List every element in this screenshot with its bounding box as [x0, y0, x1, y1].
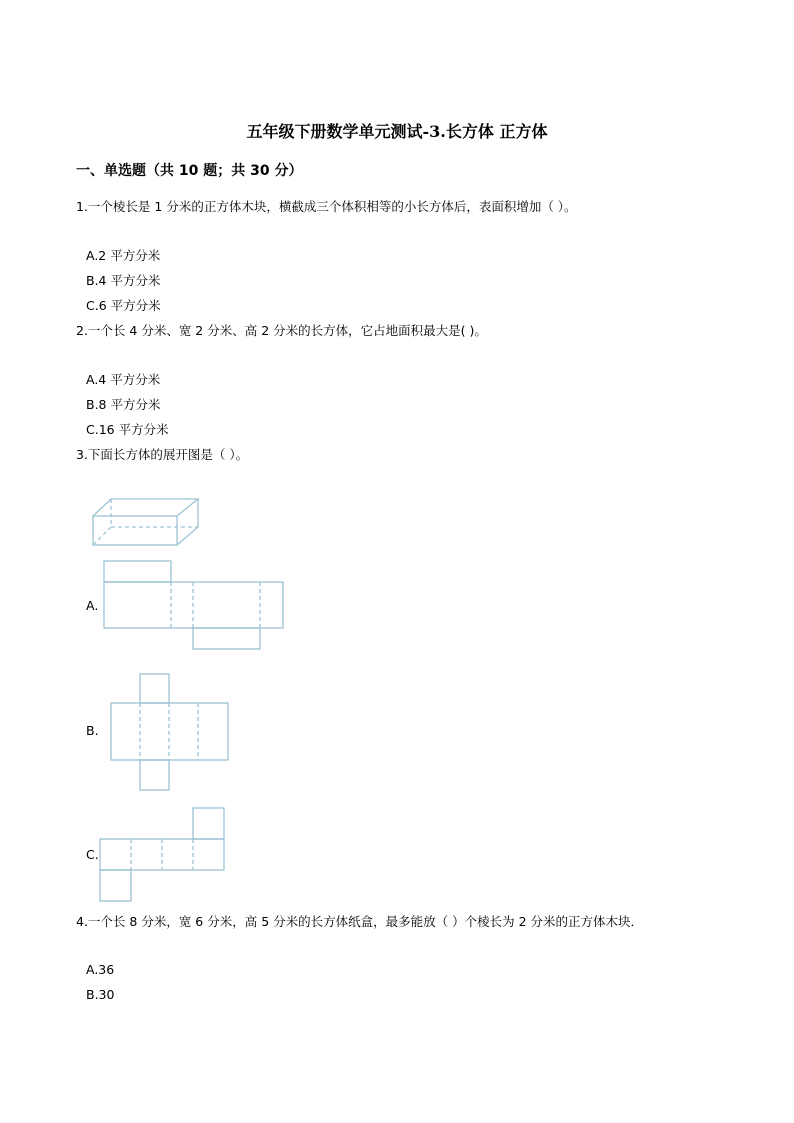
net-option-b[interactable]	[109, 672, 231, 794]
cuboid-hidden-edge	[93, 527, 111, 545]
cuboid-right-face	[177, 499, 198, 545]
net-a-bottom-flap	[193, 628, 260, 649]
page-title: 五年级下册数学单元测试-3.长方体 正方体	[246, 122, 548, 141]
question-1-text: 1.一个棱长是 1 分米的正方体木块，横截成三个体积相等的小长方体后，表面积增加（ ）。	[76, 199, 577, 214]
question-2-option-c[interactable]: C.16 平方分米	[86, 422, 169, 437]
question-2-option-b[interactable]: B.8 平方分米	[86, 397, 161, 412]
cuboid-top-face	[93, 499, 198, 516]
question-1-option-a[interactable]: A.2 平方分米	[86, 248, 161, 263]
question-2-option-a[interactable]: A.4 平方分米	[86, 372, 161, 387]
net-b-top-flap	[140, 674, 169, 703]
net-c-bottom-flap	[100, 870, 131, 901]
question-4-option-b[interactable]: B.30	[86, 987, 115, 1002]
cuboid-front-face	[93, 516, 177, 545]
net-a-top-flap	[104, 561, 171, 582]
question-4-option-a[interactable]: A.36	[86, 962, 115, 977]
question-1-option-c[interactable]: C.6 平方分米	[86, 298, 161, 313]
net-c-top-flap	[193, 808, 224, 839]
question-3-option-a[interactable]: A.	[86, 598, 99, 613]
section-heading: 一、单选题（共 10 题；共 30 分）	[76, 163, 303, 179]
net-option-c[interactable]	[97, 806, 227, 904]
question-1-option-b[interactable]: B.4 平方分米	[86, 273, 161, 288]
net-b-bottom-flap	[140, 760, 169, 790]
question-3-option-c[interactable]: C.	[86, 847, 99, 862]
question-2-text: 2.一个长 4 分米、宽 2 分米、高 2 分米的长方体，它占地面积最大是( )。	[76, 323, 487, 338]
net-option-a[interactable]	[102, 559, 286, 653]
question-3-text: 3.下面长方体的展开图是（ ）。	[76, 447, 249, 462]
question-4-text: 4.一个长 8 分米，宽 6 分米，高 5 分米的长方体纸盒，最多能放（ ）个棱长为 2 分米的正方体木块．	[76, 914, 644, 929]
question-3-option-b[interactable]: B.	[86, 723, 99, 738]
cuboid-figure	[90, 495, 202, 547]
